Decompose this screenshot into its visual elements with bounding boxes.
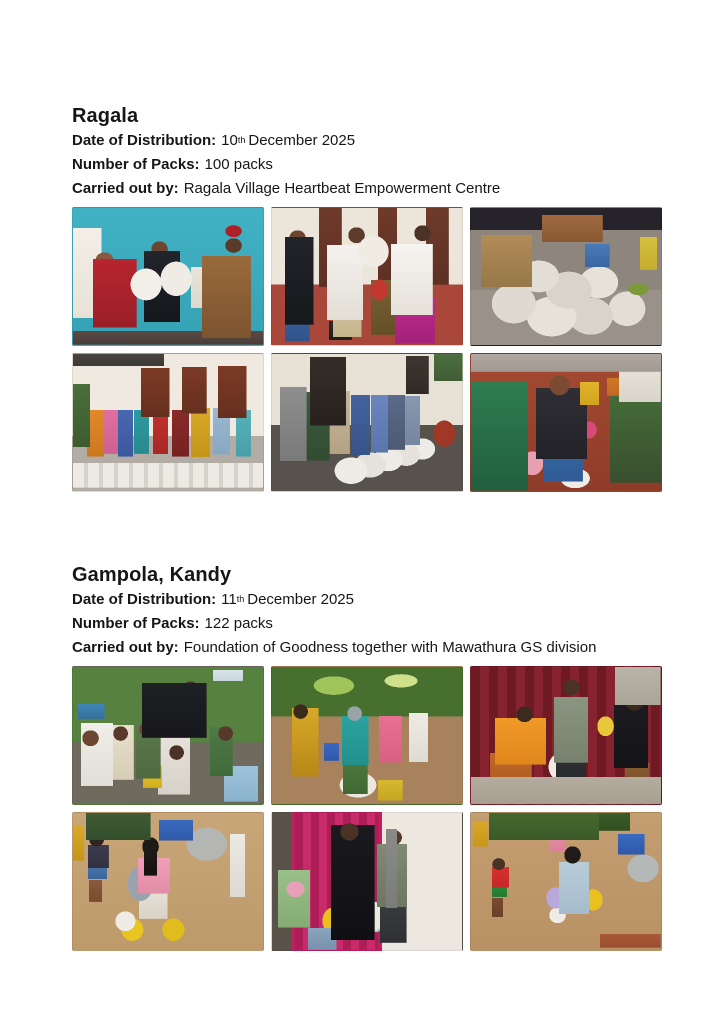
section-title-gampola: Gampola, Kandy [72,564,232,586]
photo-ragala-4 [72,353,264,492]
date-value [221,591,354,608]
photo-gampola-3 [470,666,662,805]
packs-label: Number of Packs: [72,615,200,632]
photo-ragala-5 [271,353,463,492]
carried-value: Foundation of Goodness together with Mawathura GS division [183,639,597,656]
carried-label: Carried out by: [72,639,179,656]
date-of-distribution-line [72,129,662,153]
carried-out-by-line [72,636,662,660]
carried-value: Ragala Village Heartbeat Empowerment Centre [183,180,501,197]
date-ordinal-suffix: th [237,135,246,145]
packs-label: Number of Packs: [72,156,200,173]
date-rest: December 2025 [248,132,356,149]
date-ordinal-suffix: th [236,594,245,604]
photo-ragala-3 [470,207,662,346]
date-value [221,132,355,149]
packs-value: 122 packs [204,615,273,632]
date-rest: December 2025 [247,591,354,608]
photo-grid-ragala [72,207,662,492]
photo-gampola-4 [72,812,264,951]
photo-grid-gampola [72,666,662,951]
photo-gampola-2 [271,666,463,805]
carried-label: Carried out by: [72,180,179,197]
carried-out-by-line [72,177,662,201]
number-of-packs-line [72,153,662,177]
date-label: Date of Distribution: [72,591,217,608]
number-of-packs-line [72,612,662,636]
date-of-distribution-line [72,588,662,612]
photo-ragala-6 [470,353,662,492]
photo-ragala-1 [72,207,264,346]
date-day: 10 [221,132,238,149]
photo-gampola-6 [470,812,662,951]
date-day: 11 [221,591,237,608]
packs-value: 100 packs [204,156,273,173]
section-ragala [72,103,662,492]
section-gampola [72,562,662,951]
photo-gampola-5 [271,812,463,951]
photo-gampola-1 [72,666,264,805]
date-label: Date of Distribution: [72,132,217,149]
section-title-ragala: Ragala [72,105,139,127]
photo-ragala-2 [271,207,463,346]
